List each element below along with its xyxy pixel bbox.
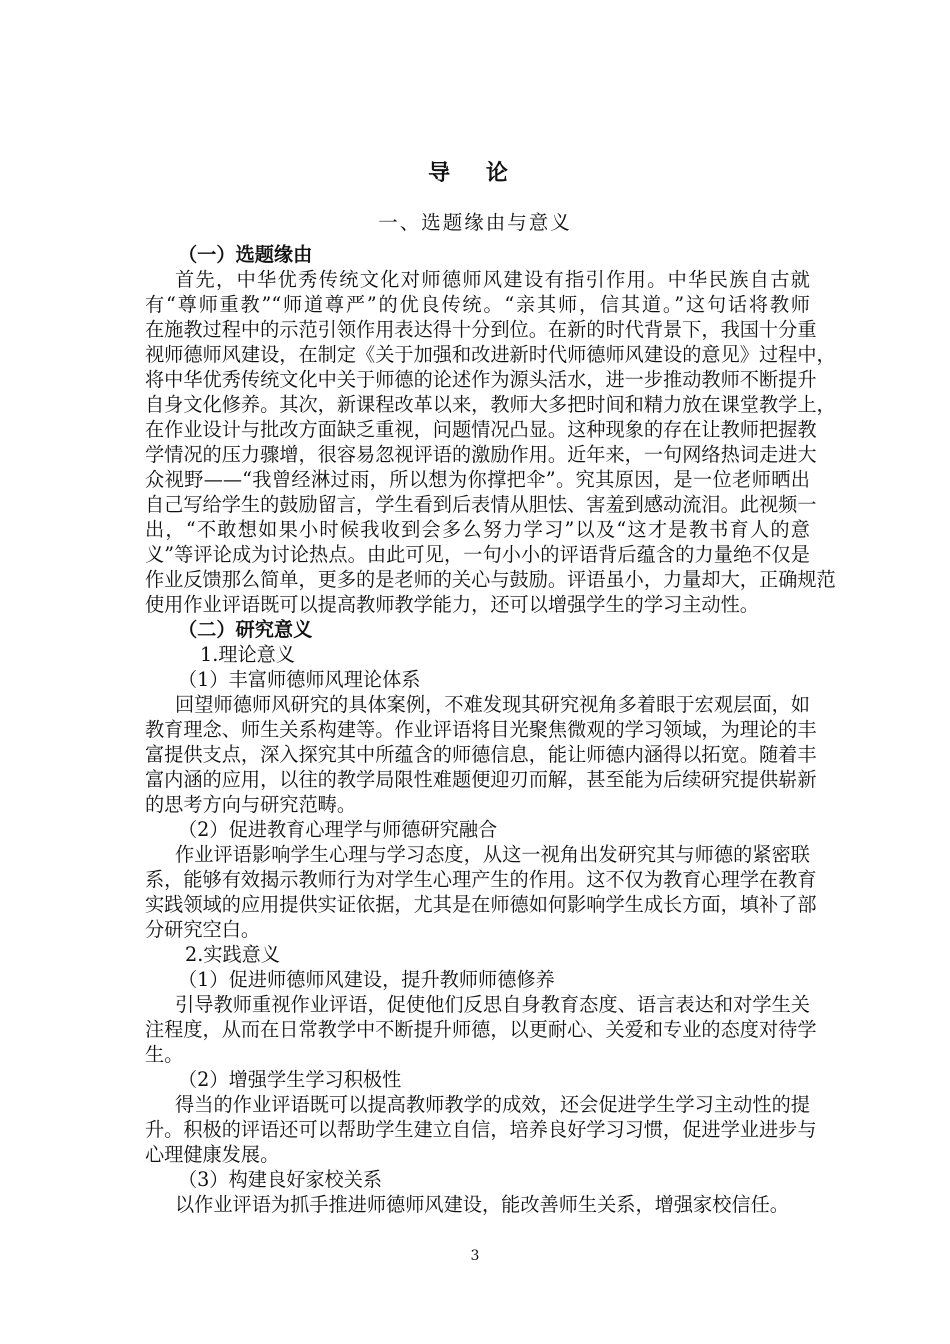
- paragraph-line: 实践领域的应用提供实证依据，尤其是在师德如何影响学生成长方面，填补了部: [145, 893, 817, 916]
- paragraph-practice-3: [145, 1192, 810, 1217]
- paragraph-line: 自身文化修养。其次，新课程改革以来，教师大多把时间和精力放在课堂教学上，: [145, 393, 836, 416]
- paragraph-line: 出，“不敢想如果小时候我收到会多么努力学习”以及“这才是教书育人的意: [145, 518, 810, 541]
- paragraph-line: 自己写给学生的鼓励留言，学生看到后表情从胆怯、害羞到感动流泪。此视频一: [145, 493, 817, 516]
- paragraph-line: 注程度，从而在日常教学中不断提升师德，以更耐心、关爱和专业的态度对待学: [145, 1018, 817, 1041]
- heading-topic-reason: （一）选题缘由: [178, 243, 313, 266]
- paragraph-line: 升。积极的评语还可以帮助学生建立自信，培养良好学习习惯，促进学业进步与: [145, 1118, 817, 1141]
- paragraph-line: 首先，中华优秀传统文化对师德师风建设有指引作用。中华民族自古就: [175, 268, 810, 291]
- paragraph-line: 作业反馈那么简单，更多的是老师的关心与鼓励。评语虽小，力量却大，正确规范: [145, 568, 836, 591]
- paragraph-topic-reason: [145, 267, 836, 617]
- heading-practice-3: （3）构建良好家校关系: [178, 1168, 383, 1191]
- paragraph-line: 使用作业评语既可以提高教师教学能力，还可以增强学生的学习主动性。: [145, 593, 759, 616]
- paragraph-line: 以作业评语为抓手推进师德师风建设，能改善师生关系，增强家校信任。: [175, 1193, 789, 1216]
- heading-practice-2: （2）增强学生学习积极性: [178, 1068, 402, 1091]
- paragraph-line: 富提供支点，深入探究其中所蕴含的师德信息，能让师德内涵得以拓宽。随着丰: [145, 743, 817, 766]
- page-number: 3: [470, 1248, 480, 1264]
- heading-practice-1: （1）促进师德师风建设，提升教师师德修养: [178, 968, 555, 991]
- paragraph-line: 视师德师风建设，在制定《关于加强和改进新时代师德师风建设的意见》过程中，: [145, 343, 836, 366]
- paragraph-practice-1: [145, 992, 817, 1067]
- chapter-title: 导 论: [428, 161, 522, 186]
- paragraph-line: 众视野——“我曾经淋过雨，所以想为你撑把伞”。究其原因，是一位老师晒出: [145, 468, 810, 491]
- paragraph-line: 的思考方向与研究范畴。: [145, 793, 357, 816]
- paragraph-line: 有“尊师重教”“师道尊严”的优良传统。“亲其师，信其道。”这句话将教师: [145, 293, 810, 316]
- paragraph-line: 学情况的压力骤增，很容易忽视评语的激励作用。近年来，一句网络热词走进大: [145, 443, 817, 466]
- paragraph-line: 分研究空白。: [145, 918, 261, 941]
- paragraph-line: 在作业设计与批改方面缺乏重视，问题情况凸显。这种现象的存在让教师把握教: [145, 418, 817, 441]
- paragraph-theory-2: [145, 842, 817, 942]
- paragraph-line: 回望师德师风研究的具体案例，不难发现其研究视角多着眼于宏观层面，如: [175, 693, 810, 716]
- document-body: [145, 242, 836, 1217]
- paragraph-theory-1: [145, 692, 817, 817]
- paragraph-line: 教育理念、师生关系构建等。作业评语将目光聚焦微观的学习领域，为理论的丰: [145, 718, 817, 741]
- paragraph-line: 在施教过程中的示范引领作用表达得十分到位。在新的时代背景下，我国十分重: [145, 318, 817, 341]
- paragraph-line: 义”等评论成为讨论热点。由此可见，一句小小的评语背后蕴含的力量绝不仅是: [145, 543, 810, 566]
- paragraph-practice-2: [145, 1092, 817, 1167]
- paragraph-line: 作业评语影响学生心理与学习态度，从这一视角出发研究其与师德的紧密联: [175, 843, 810, 866]
- heading-theory-1: （1）丰富师德师风理论体系: [178, 668, 421, 691]
- paragraph-line: 生。: [145, 1043, 184, 1066]
- heading-practice-significance: 2.实践意义: [185, 943, 281, 966]
- paragraph-line: 将中华优秀传统文化中关于师德的论述作为源头活水，进一步推动教师不断提升: [145, 368, 817, 391]
- heading-theory-significance: 1.理论意义: [200, 643, 296, 666]
- paragraph-line: 得当的作业评语既可以提高教师教学的成效，还会促进学生学习主动性的提: [175, 1093, 810, 1116]
- heading-research-significance: （二）研究意义: [178, 618, 313, 641]
- heading-theory-2: （2）促进教育心理学与师德研究融合: [178, 818, 498, 841]
- paragraph-line: 心理健康发展。: [145, 1143, 280, 1166]
- paragraph-line: 系，能够有效揭示教师行为对学生心理产生的作用。这不仅为教育心理学在教育: [145, 868, 817, 891]
- paragraph-line: 富内涵的应用，以往的教学局限性难题便迎刃而解，甚至能为后续研究提供崭新: [145, 768, 817, 791]
- section-title: 一、选题缘由与意义: [378, 211, 572, 234]
- paragraph-line: 引导教师重视作业评语，促使他们反思自身教育态度、语言表达和对学生关: [175, 993, 810, 1016]
